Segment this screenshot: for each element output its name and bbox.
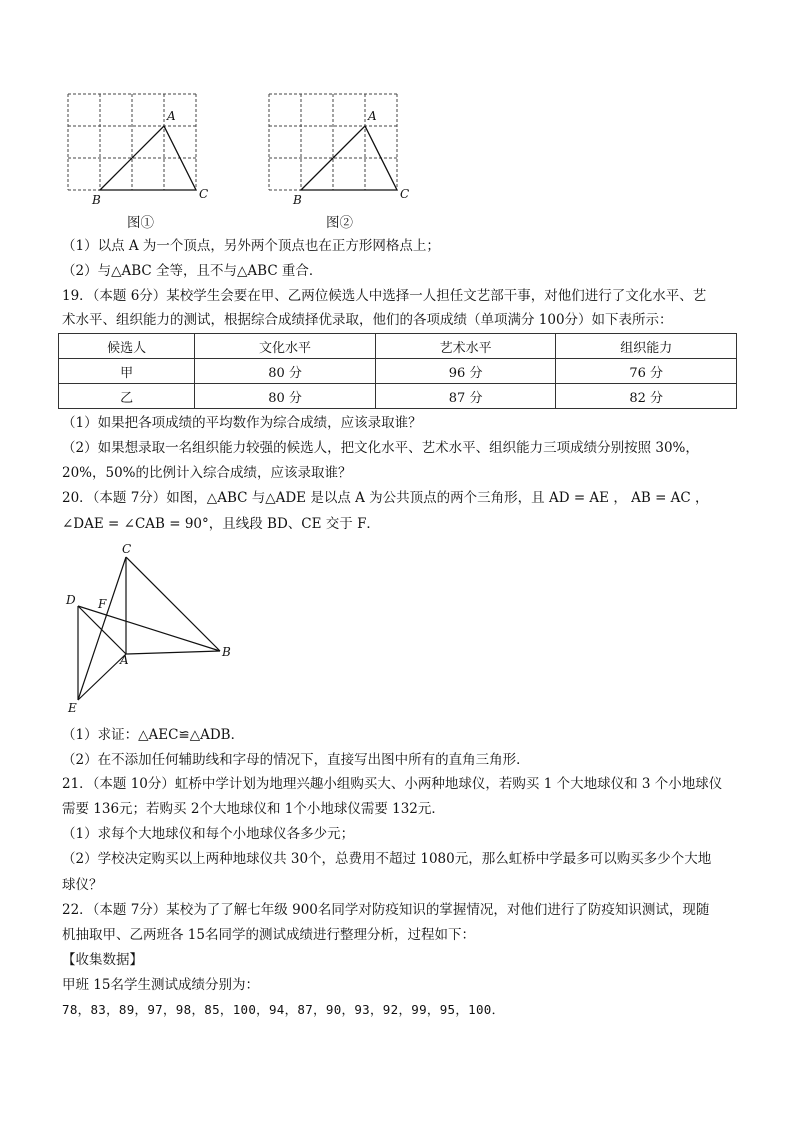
q19-sub-2-line-2: 20%，50%的比例计入综合成绩，应该录取谁？ [62,465,352,481]
table-cell: 80 分 [195,384,376,409]
table-cell: 甲 [59,359,195,384]
table-cell: 87 分 [375,384,556,409]
q18-condition-2: （2）与△ABC 全等，且不与△ABC 重合． [62,263,323,279]
table-cell: 76 分 [556,359,737,384]
fig2-label-a: A [368,109,377,123]
fig2-label-b: B [293,193,302,207]
table-header-cell: 艺术水平 [375,334,556,359]
triangle-figure [60,540,250,716]
table-header-row [59,334,737,359]
q19-sub-2-line-1: （2）如果想录取一名组织能力较强的候选人，把文化水平、艺术水平、组织能力三项成绩分别按照 30%， [62,440,699,456]
q19-stem-line-1: 19．（本题 6分）某校学生会要在甲、乙两位候选人中选择一人担任文艺部干事，对他们进行了文化水平、艺 [62,288,707,304]
fig20-label-d: D [66,593,76,607]
q19-sub-1: （1）如果把各项成绩的平均数作为综合成绩，应该录取谁？ [62,415,422,431]
fig1-label-a: A [167,109,176,123]
figure-1-caption: 图① [127,215,154,231]
score-table [58,333,737,409]
q21-stem-line-2: 需要 136元；若购买 2个大地球仪和 1个小地球仪需要 132元． [62,801,445,817]
table-header-cell: 候选人 [59,334,195,359]
table-row [59,359,737,384]
table-cell: 96 分 [375,359,556,384]
q20-sub-1: （1）求证：△AEC≌△ADB． [62,727,245,743]
q21-sub-1: （1）求每个大地球仪和每个小地球仪各多少元； [62,826,355,842]
q18-condition-1: （1）以点 A 为一个顶点，另外两个顶点也在正方形网格点上； [62,238,440,254]
table-header-cell: 文化水平 [195,334,376,359]
q22-class-a-intro: 甲班 15名学生测试成绩分别为： [62,977,259,993]
fig20-label-f: F [98,597,107,611]
q19-stem-line-2: 术水平、组织能力的测试，根据综合成绩择优录取，他们的各项成绩（单项满分 100分）如下表所示： [62,312,673,328]
fig1-label-c: C [199,187,209,201]
q20-stem-line-2: ∠DAE = ∠CAB = 90°，且线段 BD、CE 交于 F． [62,516,380,532]
fig20-label-a: A [120,653,129,667]
fig1-label-b: B [92,193,101,207]
table-row [59,384,737,409]
figure-2-caption: 图② [326,215,353,231]
table-cell: 82 分 [556,384,737,409]
q22-stem-line-1: 22．（本题 7分）某校为了了解七年级 900名同学对防疫知识的掌握情况，对他们进行了防疫知识测试，现随 [62,902,710,918]
q21-sub-2-line-1: （2）学校决定购买以上两种地球仪共 30个，总费用不超过 1080元，那么虹桥中学最多可以购买多少个大地 [62,851,712,867]
q21-sub-2-line-2: 球仪？ [62,877,103,893]
table-cell: 乙 [59,384,195,409]
table-cell: 80 分 [195,359,376,384]
grid-figure-1 [60,88,220,210]
fig20-label-b: B [222,645,231,659]
q20-sub-2: （2）在不添加任何辅助线和字母的情况下，直接写出图中所有的直角三角形． [62,752,530,768]
table-header-cell: 组织能力 [556,334,737,359]
fig2-label-c: C [400,187,410,201]
q22-stem-line-2: 机抽取甲、乙两班各 15名同学的测试成绩进行整理分析，过程如下： [62,927,475,943]
grid-figure-2 [261,88,421,210]
q21-stem-line-1: 21．（本题 10分）虹桥中学计划为地理兴趣小组购买大、小两种地球仪，若购买 1 个大地球仪和 3 个小地球仪 [62,776,723,792]
q22-class-a-scores: 78，83，89，97，98，85，100，94，87，90，93，92，99，95，100． [62,1002,505,1017]
fig20-label-c: C [122,542,132,556]
q20-stem-line-1: 20．（本题 7分）如图，△ABC 与△ADE 是以点 A 为公共顶点的两个三角形，且 AD = AE ， AB = AC ， [62,490,709,506]
q22-section-heading: 【收集数据】 [62,952,143,968]
fig20-label-e: E [68,701,77,715]
